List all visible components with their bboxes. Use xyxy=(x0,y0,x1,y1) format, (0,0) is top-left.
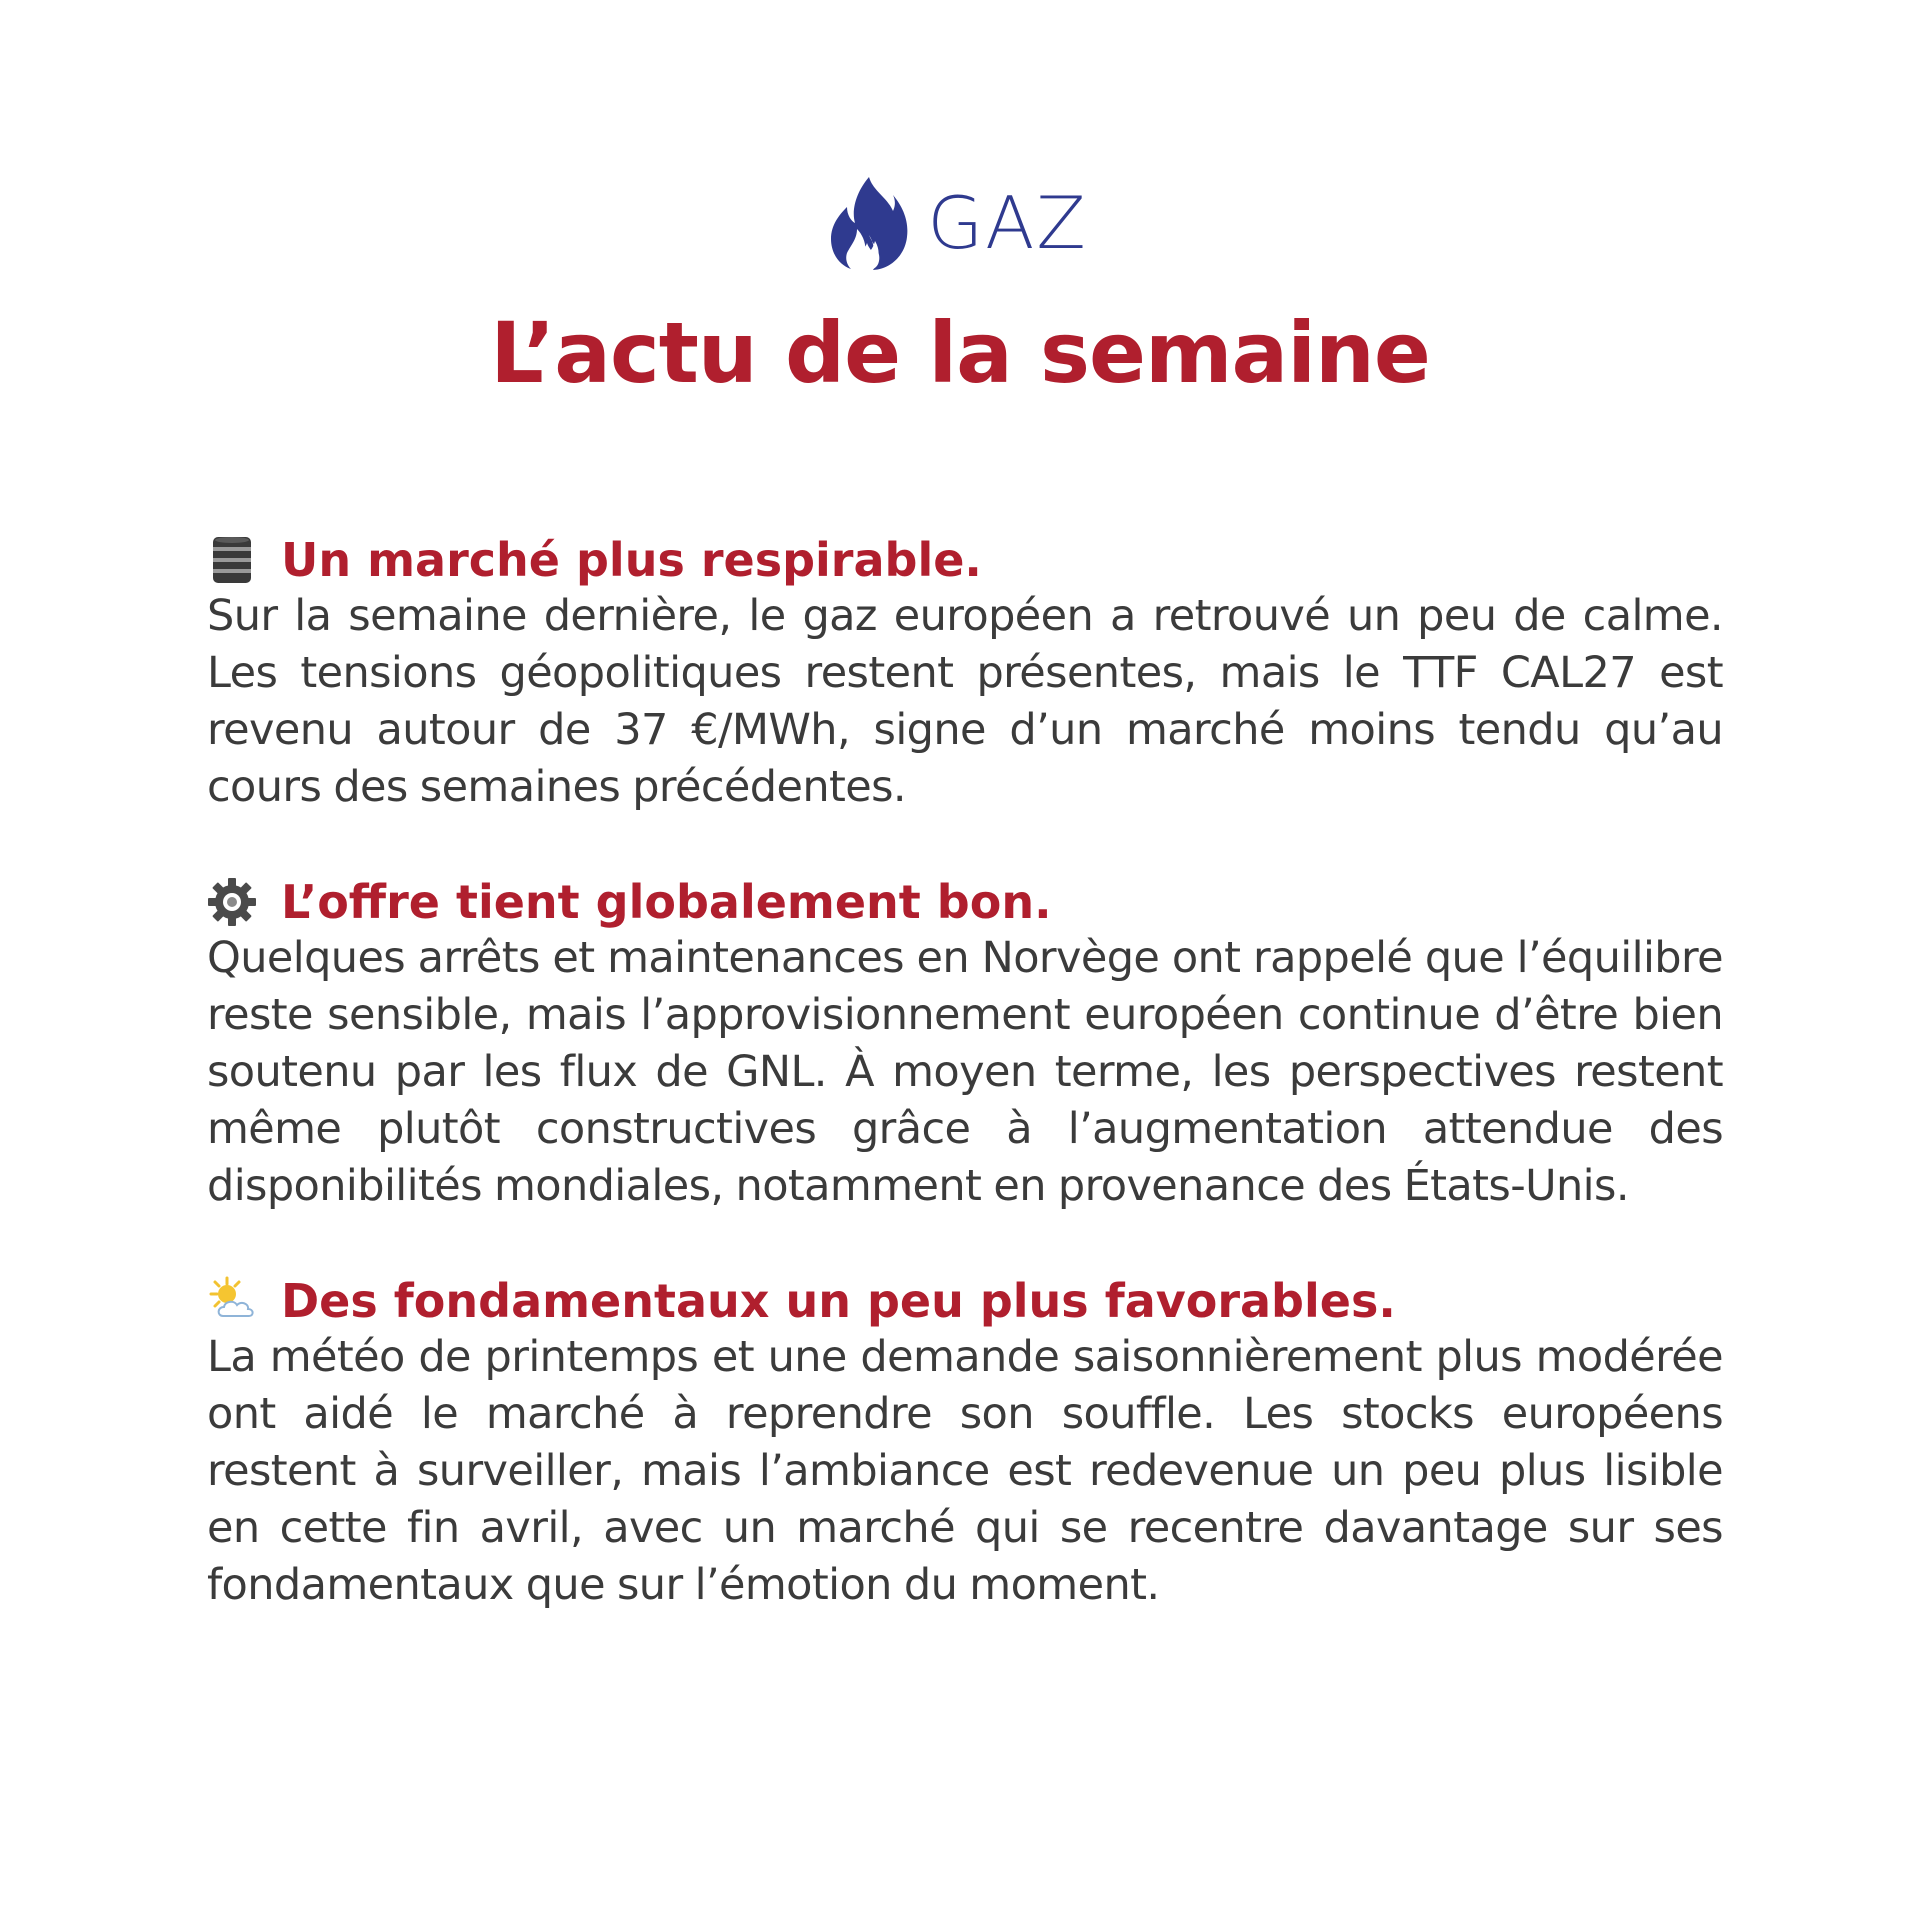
page-title: L’actu de la semaine xyxy=(490,304,1430,402)
category-label: GAZ xyxy=(927,181,1088,265)
section-supply xyxy=(207,874,1723,1215)
section-header xyxy=(207,1273,1723,1329)
section-body: Sur la semaine dernière, le gaz européen a retrouvé un peu de calme. Les tensions géopolitiques restent présentes, mais le TTF CAL27 est revenu autour de 37 €/MWh, signe d’un marché moins tendu qu’au cours des semaines précédentes. xyxy=(207,591,1723,812)
sun-behind-cloud-icon xyxy=(207,1276,257,1326)
section-title: L’offre tient globalement bon. xyxy=(281,875,1052,929)
section-body: Quelques arrêts et maintenances en Norvège ont rappelé que l’équilibre reste sensible, mais l’approvisionnement européen continue d’être bien soutenu par les flux de GNL. À moyen terme, les perspectives restent même plutôt constructives grâce à l’augmentation attendue des disponibilités mondiales, notamment en provenance des États-Unis. xyxy=(207,933,1723,1211)
section-title: Un marché plus respirable. xyxy=(281,533,982,587)
section-market xyxy=(207,532,1723,816)
header xyxy=(0,175,1920,402)
section-body: La météo de printemps et une demande saisonnièrement plus modérée ont aidé le marché à reprendre son souffle. Les stocks européens restent à surveiller, mais l’ambiance est redevenue un peu plus lisible en cette fin avril, avec un marché qui se recentre davantage sur ses fondamentaux que sur l’émotion du moment. xyxy=(207,1332,1723,1610)
category-heading xyxy=(829,175,1087,271)
gear-icon xyxy=(207,877,257,927)
oil-barrel-icon xyxy=(207,535,257,585)
section-fundamentals xyxy=(207,1273,1723,1614)
article-content xyxy=(207,532,1723,1672)
section-header xyxy=(207,874,1723,930)
section-title: Des fondamentaux un peu plus favorables. xyxy=(281,1274,1396,1328)
section-header xyxy=(207,532,1723,588)
flame-icon xyxy=(829,175,909,271)
